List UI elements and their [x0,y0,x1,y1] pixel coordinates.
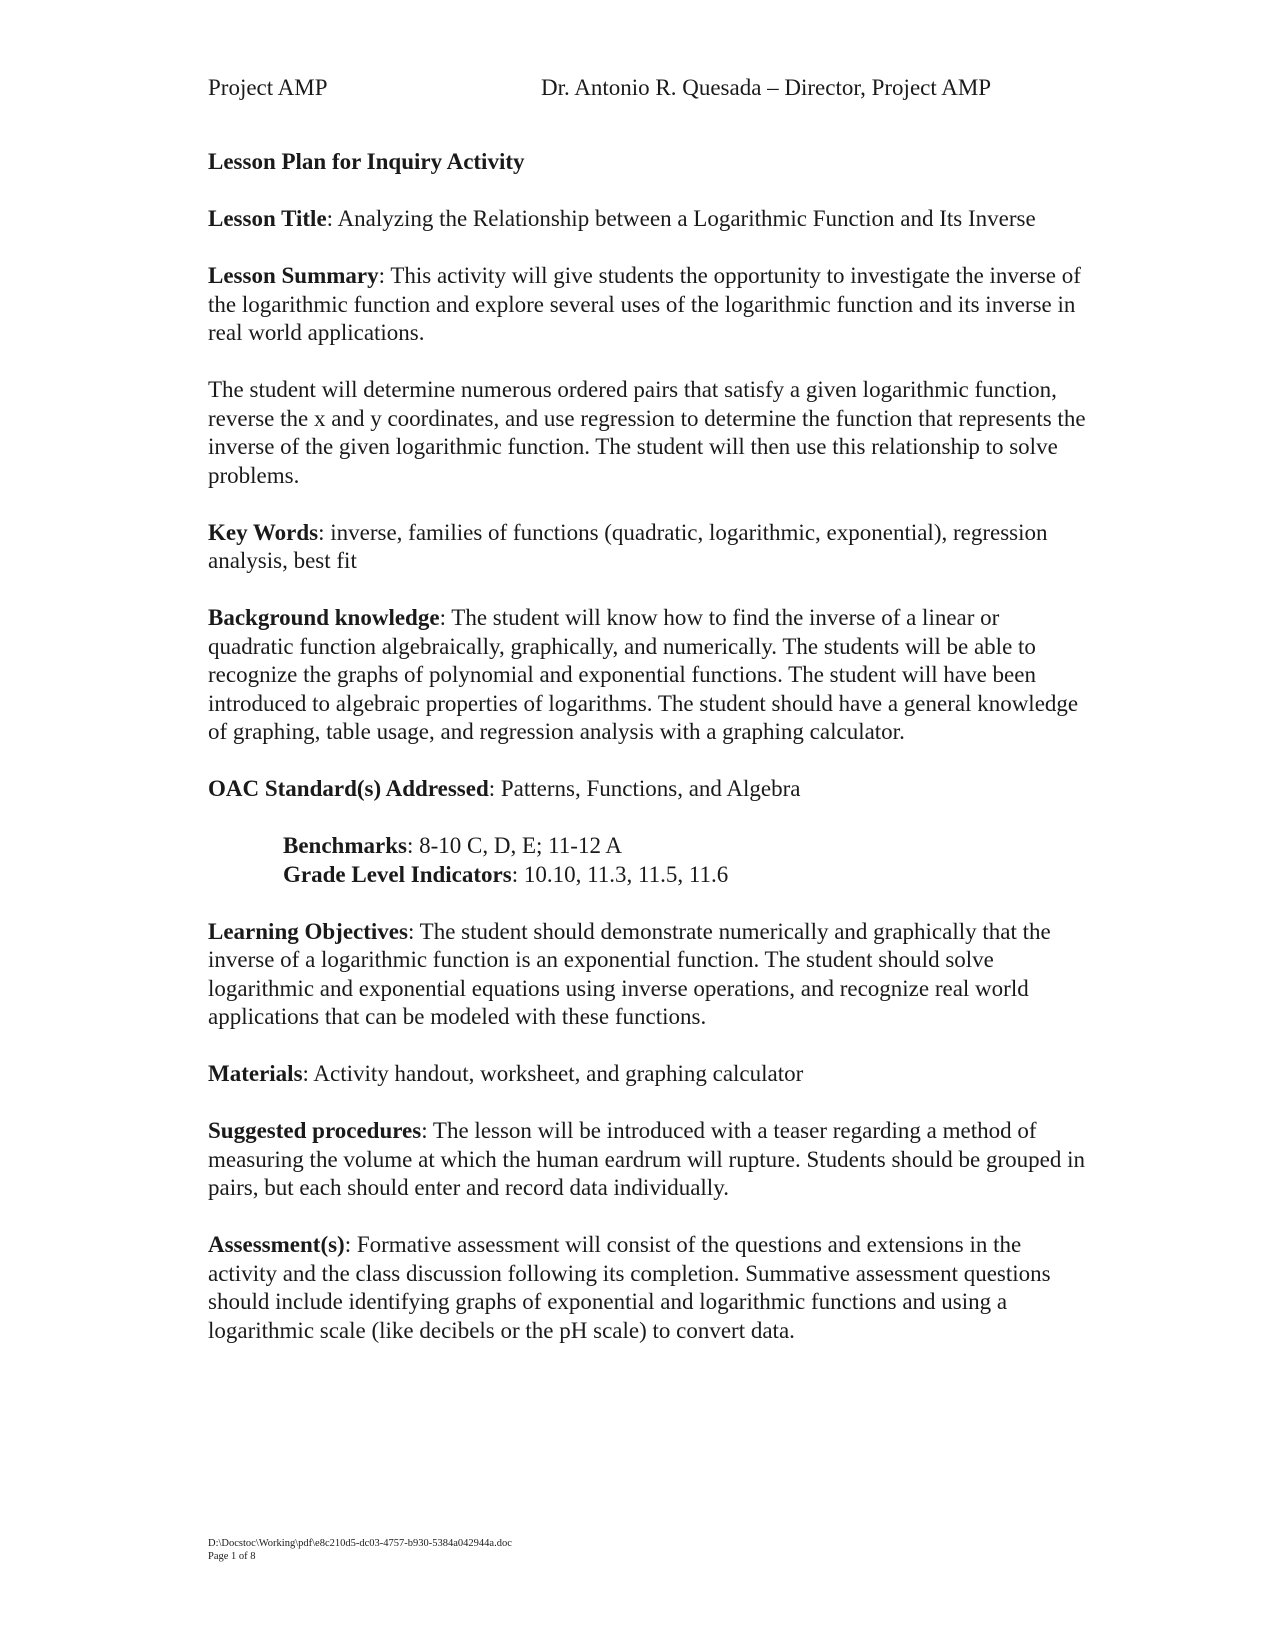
background-section [208,604,1088,747]
assessment-text: : Formative assessment will consist of the questions and extensions in the activity and the class discussion following its completion. Summative assessment questions should include identifying graphs of exponential and logarithmic functions and using a logarithmic scale (like decibels or the pH scale) to convert data. [208,1232,1051,1343]
lesson-summary-section [208,262,1088,348]
objectives-section [208,918,1088,1032]
materials-section [208,1060,1088,1089]
lesson-title-label: Lesson Title [208,206,327,231]
grade-level-text: : 10.10, 11.3, 11.5, 11.6 [511,861,729,887]
assessment-section [208,1231,1088,1345]
footer-page-number: Page 1 of 8 [208,1551,256,1562]
page-header [208,72,1088,104]
student-paragraph: The student will determine numerous ordered pairs that satisfy a given logarithmic function, reverse the x and y coordinates, and use regression to determine the function that represents the inverse of the given logarithmic function. The student will then use this relationship to solve problems. [208,377,1086,488]
procedures-text: : The lesson will be introduced with a teaser regarding a method of measuring the volume at which the human eardrum will rupture. Students should be grouped in pairs, but each should enter and record data individually. [208,1118,1086,1200]
header-director: Dr. Antonio R. Quesada – Director, Project AMP [541,75,992,100]
key-words-label: Key Words [208,519,319,545]
benchmarks-line [283,832,1088,861]
procedures-section [208,1117,1088,1203]
key-words-section [208,519,1088,576]
materials-label: Materials [208,1061,303,1086]
background-text: : The student will know how to find the inverse of a linear or quadratic function algebraically, graphically, and numerically. The students will be able to recognize the graphs of polynomial and exponential functions. The student will have been introduced to algebraic properties of logarithms. The student should have a general knowledge of graphing, table usage, and regression analysis with a graphing calculator. [208,605,1079,744]
page-footer [208,1537,512,1563]
benchmarks-text: : 8-10 C, D, E; 11-12 A [406,833,623,858]
oac-text: : Patterns, Functions, and Algebra [488,776,801,801]
objectives-label: Learning Objectives [208,918,408,944]
grade-level-line [283,861,1088,890]
lesson-summary-text: : This activity will give students the opportunity to investigate the inverse of the logarithmic function and explore several uses of the logarithmic function and its inverse in real world applications. [208,263,1081,345]
document-page [208,72,1088,1345]
lesson-title-section [208,205,1088,234]
oac-section [208,775,1088,804]
benchmarks-block [208,832,1088,889]
background-label: Background knowledge [208,605,440,630]
assessment-label: Assessment(s) [208,1232,345,1257]
grade-level-label: Grade Level Indicators [283,861,512,887]
key-words-text: : inverse, families of functions (quadratic, logarithmic, exponential), regression analysis, best fit [208,519,1048,573]
objectives-text: : The student should demonstrate numerically and graphically that the inverse of a logarithmic function is an exponential function. The student should solve logarithmic and exponential equations using inverse operations, and recognize real world applications that can be modeled with these functions. [208,918,1051,1029]
materials-text: : Activity handout, worksheet, and graphing calculator [302,1061,804,1086]
lesson-summary-label: Lesson Summary [208,263,379,288]
document-title: Lesson Plan for Inquiry Activity [208,149,525,174]
oac-label: OAC Standard(s) Addressed [208,776,489,801]
lesson-title-text: : Analyzing the Relationship between a Logarithmic Function and Its Inverse [326,206,1036,231]
benchmarks-label: Benchmarks [283,833,407,858]
header-project: Project AMP [208,75,328,100]
procedures-label: Suggested procedures [208,1118,422,1143]
footer-file-path: D:\Docstoc\Working\pdf\e8c210d5-dc03-4757-b930-5384a042944a.doc [208,1538,512,1549]
